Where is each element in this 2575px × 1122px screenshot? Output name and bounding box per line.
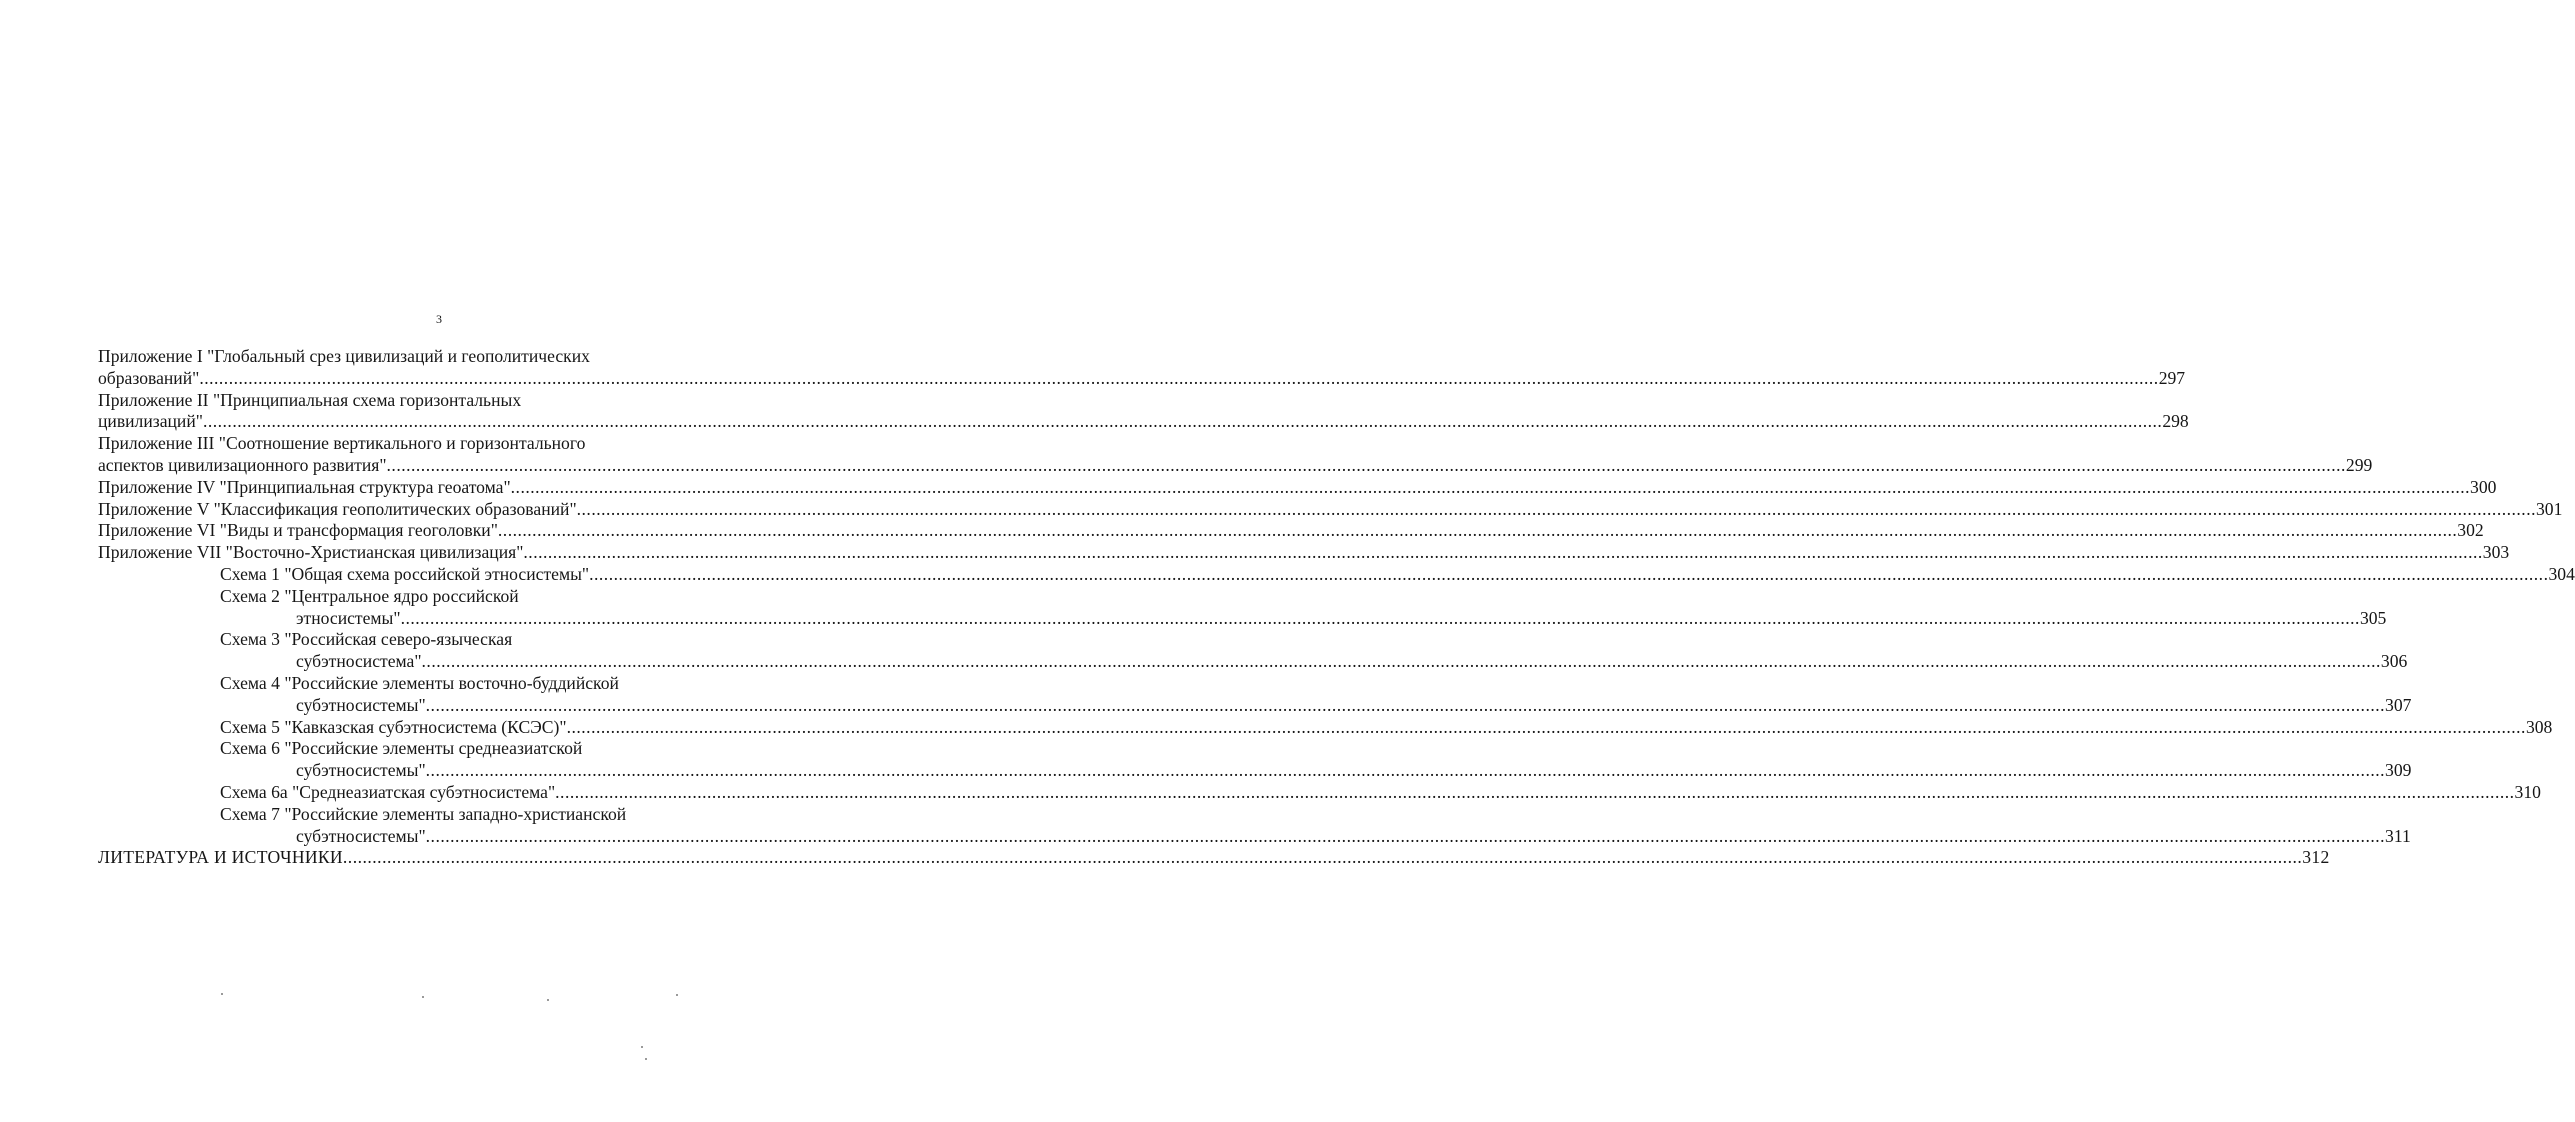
- toc-entry: [98, 672, 2412, 717]
- toc-entry-title: этносистемы": [296, 607, 401, 628]
- toc-entry-title: образований": [98, 367, 200, 388]
- toc-page-number: 304: [2548, 563, 2575, 584]
- toc-line: [98, 498, 2563, 521]
- toc-line: [98, 781, 2541, 804]
- toc-entry-title: Схема 4 "Российские элементы восточно-буддийской: [220, 672, 619, 693]
- toc-entry: [98, 389, 2189, 434]
- toc-line: [98, 629, 738, 651]
- toc-line: [98, 476, 2497, 499]
- toc-entry: [98, 781, 2541, 804]
- toc-page-number: 303: [2482, 542, 2510, 563]
- dot-leader: ................................................................................................................................................................................................................................................................................................................................................................................................................: [555, 781, 2515, 802]
- dot-leader: ................................................................................................................................................................................................................................................................................................................................................................................................................: [425, 760, 2386, 781]
- toc-line: [98, 454, 2373, 477]
- toc-entry: [98, 629, 2408, 673]
- toc-page-number: 307: [2385, 694, 2412, 715]
- toc-entry: [98, 433, 2373, 477]
- dot-leader: ................................................................................................................................................................................................................................................................................................................................................................................................................: [199, 367, 2159, 388]
- toc-entry: [98, 542, 2510, 564]
- page-number: 3: [436, 312, 442, 326]
- toc-entry: [98, 520, 2484, 542]
- dot-leader: ................................................................................................................................................................................................................................................................................................................................................................................................................: [400, 607, 2360, 628]
- toc-line: [98, 716, 2553, 739]
- toc-entry: [98, 847, 2330, 869]
- scan-speck: [221, 993, 223, 995]
- toc-line: [98, 607, 2387, 630]
- toc-line: [98, 390, 738, 412]
- toc-entry-title: Приложение III "Соотношение вертикального и горизонтального: [98, 433, 586, 454]
- toc-line: [98, 651, 2408, 673]
- toc-line: [98, 542, 2510, 564]
- toc-page-number: 306: [2380, 651, 2408, 672]
- toc-page-number: 299: [2345, 454, 2373, 475]
- scan-speck: [641, 1046, 643, 1048]
- toc-entry-title: Схема 3 "Российская северо-языческая: [220, 629, 513, 650]
- toc-entry-title: субэтносистемы": [296, 694, 426, 715]
- toc-line: [98, 346, 738, 368]
- dot-leader: ................................................................................................................................................................................................................................................................................................................................................................................................................: [510, 476, 2471, 497]
- toc-entry-title: Приложение VII "Восточно-Христианская цивилизация": [98, 542, 524, 563]
- dot-leader: ................................................................................................................................................................................................................................................................................................................................................................................................................: [576, 498, 2536, 519]
- toc-entry-title: Приложение V "Классификация геополитических образований": [98, 498, 577, 519]
- dot-leader: ................................................................................................................................................................................................................................................................................................................................................................................................................: [421, 651, 2381, 672]
- toc-entry-title: Приложение VI "Виды и трансформация геоголовки": [98, 520, 498, 541]
- toc-line: [98, 563, 2575, 586]
- toc-page-number: 301: [2536, 498, 2563, 519]
- toc-page-number: 310: [2514, 781, 2541, 802]
- toc-entry-title: Схема 6а "Среднеазиатская субэтносистема": [220, 781, 556, 802]
- toc-page-number: 298: [2162, 411, 2189, 432]
- toc-entry: [98, 563, 2575, 586]
- toc-entry-title: субэтносистемы": [296, 825, 426, 846]
- dot-leader: ................................................................................................................................................................................................................................................................................................................................................................................................................: [425, 825, 2386, 846]
- dot-leader: ................................................................................................................................................................................................................................................................................................................................................................................................................: [342, 847, 2303, 868]
- toc-line: [98, 367, 2186, 390]
- toc-line: [98, 694, 2412, 717]
- toc-line: [98, 520, 2484, 542]
- toc-line: [98, 586, 738, 608]
- toc-entry-title: ЛИТЕРАТУРА И ИСТОЧНИКИ: [98, 847, 343, 868]
- dot-leader: ................................................................................................................................................................................................................................................................................................................................................................................................................: [523, 542, 2483, 563]
- toc-entry: [98, 346, 2186, 390]
- toc-entry-title: аспектов цивилизационного развития": [98, 454, 387, 475]
- toc-page-number: 302: [2457, 520, 2484, 541]
- dot-leader: ................................................................................................................................................................................................................................................................................................................................................................................................................: [425, 694, 2386, 715]
- table-of-contents: [98, 346, 2575, 869]
- toc-line: [98, 673, 738, 695]
- toc-line: [98, 760, 2412, 782]
- toc-line: [98, 847, 2330, 869]
- toc-line: [98, 804, 738, 826]
- toc-entry-title: Схема 7 "Российские элементы западно-христианской: [220, 803, 627, 824]
- toc-page-number: 297: [2158, 367, 2186, 388]
- dot-leader: ................................................................................................................................................................................................................................................................................................................................................................................................................: [386, 454, 2346, 475]
- toc-line: [98, 411, 2189, 433]
- toc-entry: [98, 476, 2497, 499]
- toc-page-number: 300: [2470, 476, 2497, 497]
- toc-page-number: 308: [2525, 716, 2553, 737]
- toc-page-number: 312: [2302, 847, 2330, 868]
- scan-speck: [645, 1058, 647, 1060]
- toc-entry-title: Схема 1 "Общая схема российской этносистемы": [220, 563, 590, 584]
- toc-line: [98, 825, 2411, 848]
- dot-leader: ................................................................................................................................................................................................................................................................................................................................................................................................................: [202, 411, 2163, 432]
- dot-leader: ................................................................................................................................................................................................................................................................................................................................................................................................................: [497, 520, 2458, 541]
- toc-entry-title: субэтносистема": [296, 651, 422, 672]
- dot-leader: ................................................................................................................................................................................................................................................................................................................................................................................................................: [589, 563, 2549, 584]
- toc-entry: [98, 803, 2411, 848]
- toc-entry-title: Схема 6 "Российские элементы среднеазиатской: [220, 738, 583, 759]
- toc-entry-title: Приложение IV "Принципиальная структура геоатома": [98, 476, 511, 497]
- toc-page-number: 309: [2385, 760, 2412, 781]
- toc-entry: [98, 716, 2553, 739]
- toc-line: [98, 738, 738, 760]
- toc-entry: [98, 498, 2563, 521]
- toc-page-number: 305: [2359, 607, 2387, 628]
- toc-entry-title: Схема 2 "Центральное ядро российской: [220, 585, 519, 606]
- toc-entry-title: субэтносистемы": [296, 760, 426, 781]
- toc-page-number: 311: [2385, 825, 2411, 846]
- toc-line: [98, 433, 738, 455]
- toc-entry-title: цивилизаций": [98, 411, 203, 432]
- scan-speck: [547, 999, 549, 1001]
- scan-speck: [676, 994, 678, 996]
- toc-entry: [98, 585, 2387, 630]
- toc-entry-title: Приложение I "Глобальный срез цивилизаций и геополитических: [98, 346, 590, 366]
- scan-speck: [422, 996, 424, 998]
- toc-entry-title: Приложение II "Принципиальная схема горизонтальных: [98, 389, 522, 410]
- toc-entry: [98, 738, 2412, 782]
- toc-entry-title: Схема 5 "Кавказская субэтносистема (КСЭС)": [220, 716, 567, 737]
- dot-leader: ................................................................................................................................................................................................................................................................................................................................................................................................................: [566, 716, 2526, 737]
